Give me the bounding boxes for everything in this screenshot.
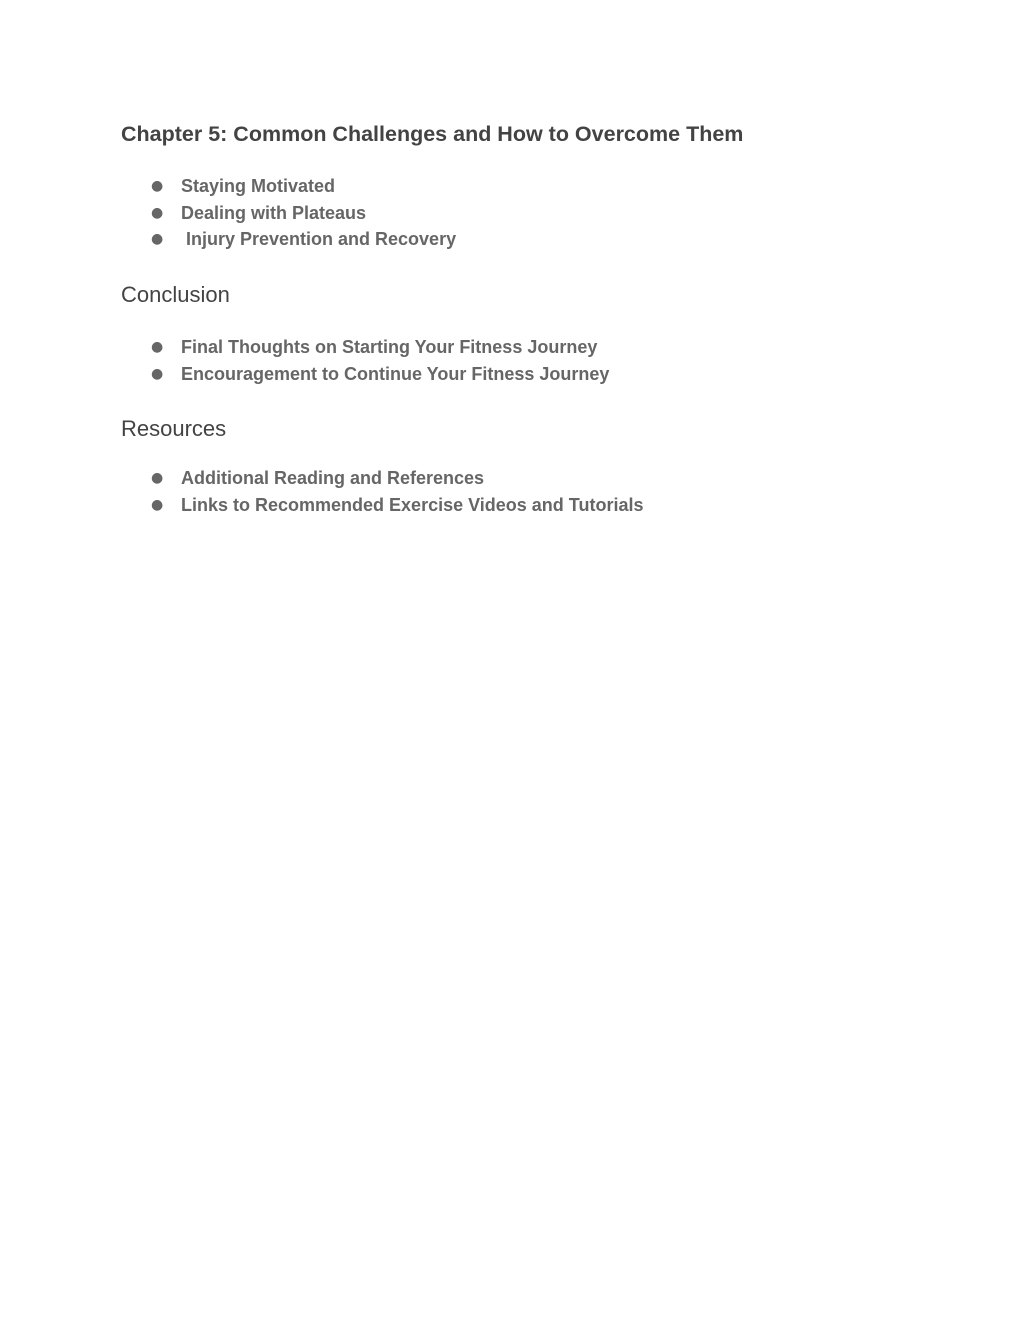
list-item-text: Staying Motivated xyxy=(181,176,336,196)
list-item-text: Final Thoughts on Starting Your Fitness Journey xyxy=(181,337,598,357)
resources-heading: Resources xyxy=(121,416,227,441)
chapter-5-heading: Chapter 5: Common Challenges and How to Overcome Them xyxy=(121,122,744,146)
bullet-icon: ● xyxy=(151,470,164,486)
list-item-text: Dealing with Plateaus xyxy=(181,202,367,223)
bullet-icon: ● xyxy=(151,339,164,355)
list-item-text: Additional Reading and References xyxy=(181,468,485,488)
list-item-text: Encouragement to Continue Your Fitness Journey xyxy=(181,363,610,384)
bullet-icon: ● xyxy=(151,365,164,382)
list-item-text: Injury Prevention and Recovery xyxy=(186,229,457,249)
bullet-icon: ● xyxy=(151,178,164,194)
bullet-icon: ● xyxy=(151,231,164,247)
bullet-icon: ● xyxy=(151,496,164,513)
bullet-icon: ● xyxy=(151,204,164,221)
conclusion-heading: Conclusion xyxy=(121,282,230,307)
list-item-text: Links to Recommended Exercise Videos and Tutorials xyxy=(181,494,644,515)
